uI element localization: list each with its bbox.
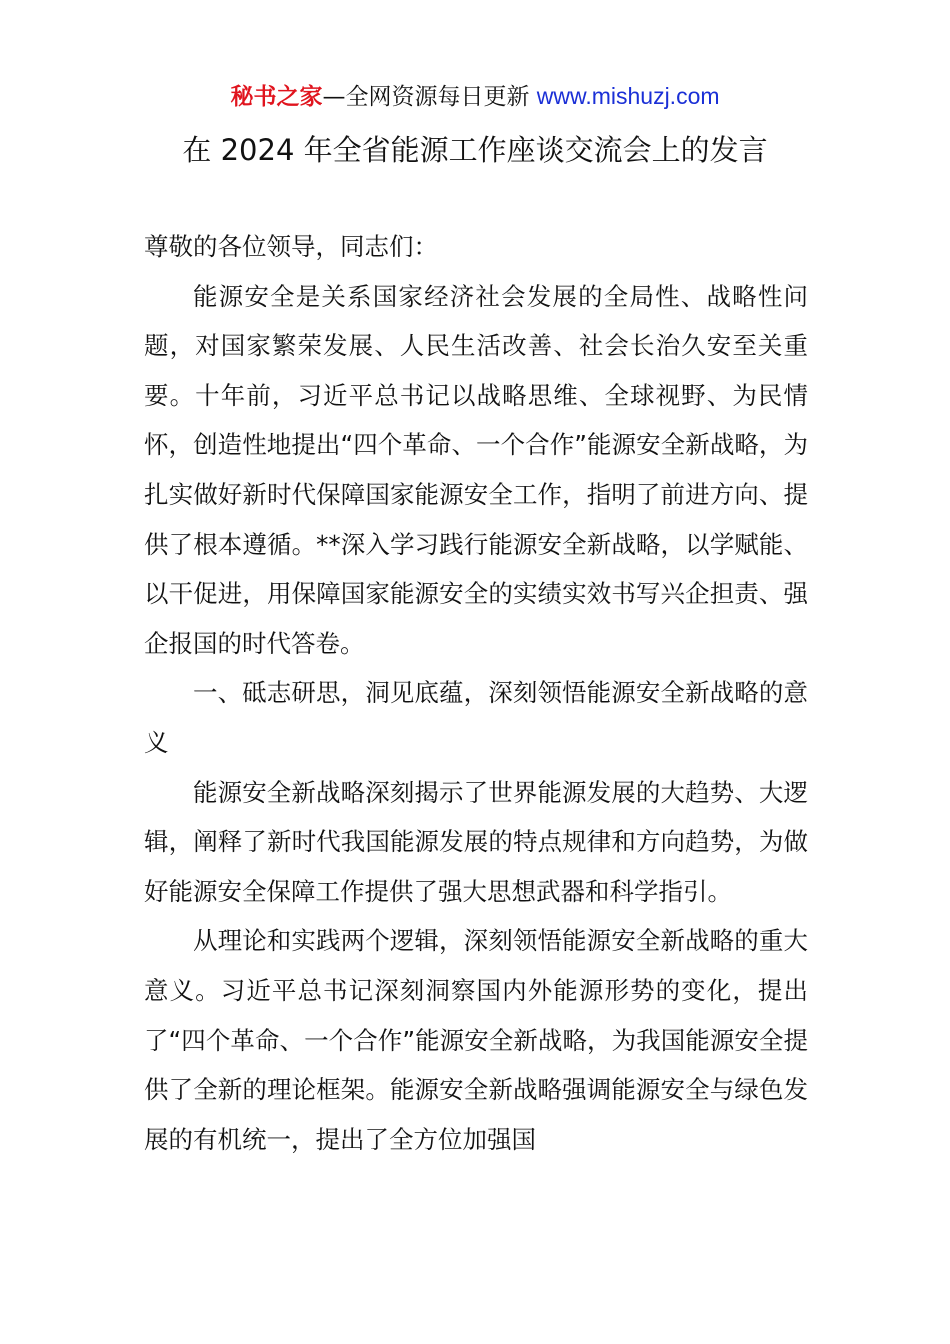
site-name: 秘书之家 <box>230 84 323 110</box>
salutation: 尊敬的各位领导，同志们： <box>144 232 438 261</box>
paragraph-significance: 能源安全新战略深刻揭示了世界能源发展的大趋势、大逻辑，阐释了新时代我国能源发展的特点规律和方向趋势，为做好能源安全保障工作提供了强大思想武器和科学指引。 <box>144 777 808 906</box>
section-heading-1: 一、砥志研思，洞见底蕴，深刻领悟能源安全新战略的意义 <box>144 678 808 757</box>
site-tagline: —全网资源每日更新 <box>322 84 537 110</box>
document-title: 在 2024 年全省能源工作座谈交流会上的发言 <box>182 133 768 167</box>
paragraph-theory-practice: 从理论和实践两个逻辑，深刻领悟能源安全新战略的重大意义。习近平总书记深刻洞察国内外能源形势的变化，提出了“四个革命、一个合作”能源安全新战略，为我国能源安全提供了全新的理论框架。能源安全新战略强调能源安全与绿色发展的有机统一，提出了全方位加强国 <box>144 926 808 1154</box>
site-header <box>0 80 950 113</box>
document-body <box>144 222 808 1164</box>
site-url-link[interactable]: www.mishuzj.com <box>536 83 720 109</box>
paragraph-intro: 能源安全是关系国家经济社会发展的全局性、战略性问题，对国家繁荣发展、人民生活改善、社会长治久安至关重要。十年前，习近平总书记以战略思维、全球视野、为民情怀，创造性地提出“四个革命、一个合作”能源安全新战略，为扎实做好新时代保障国家能源安全工作，指明了前进方向、提供了根本遵循。**深入学习践行能源安全新战略，以学赋能、以干促进，用保障国家能源安全的实绩实效书写兴企担责、强企报国的时代答卷。 <box>144 281 808 658</box>
